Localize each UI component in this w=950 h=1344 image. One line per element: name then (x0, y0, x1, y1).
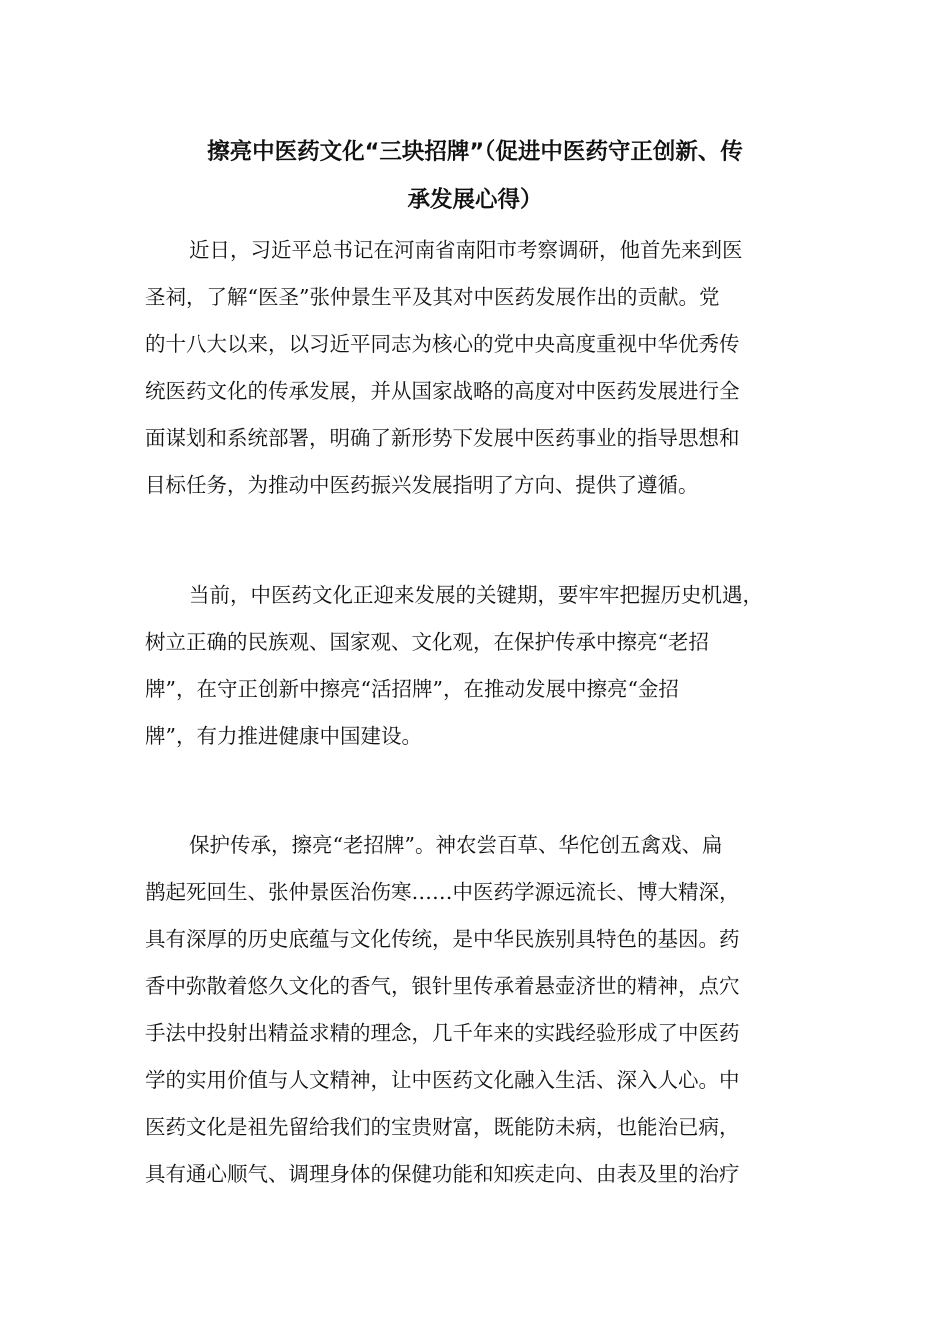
paragraph-line: 树立正确的民族观、国家观、文化观，在保护传承中擦亮“老招 (145, 630, 709, 654)
paragraph-line: 面谋划和系统部署，明确了新形势下发展中医药事业的指导思想和 (145, 426, 740, 450)
paragraph-line: 近日，习近平总书记在河南省南阳市考察调研，他首先来到医 (189, 238, 743, 262)
paragraph-line: 圣祠，了解“医圣”张仲景生平及其对中医药发展作出的贡献。党 (145, 285, 720, 309)
paragraph-line: 医药文化是祖先留给我们的宝贵财富，既能防未病，也能治已病， (145, 1115, 740, 1139)
paragraph-line: 手法中投射出精益求精的理念，几千年来的实践经验形成了中医药 (145, 1021, 740, 1045)
paragraph-line: 牌”，有力推进健康中国建设。 (145, 724, 422, 748)
paragraph-line: 的十八大以来，以习近平同志为核心的党中央高度重视中华优秀传 (145, 332, 740, 356)
body-paragraph (145, 822, 805, 1198)
paragraph-line: 目标任务，为推动中医药振兴发展指明了方向、提供了遵循。 (145, 473, 699, 497)
paragraph-line: 具有深厚的历史底蕴与文化传统，是中华民族别具特色的基因。药 (145, 927, 740, 951)
paragraph-line: 香中弥散着悠久文化的香气，银针里传承着悬壶济世的精神，点穴 (145, 974, 740, 998)
title-line: 承发展心得） (407, 187, 543, 213)
paragraph-line: 鹊起死回生、张仲景医治伤寒……中医药学源远流长、博大精深， (145, 880, 740, 904)
paragraph-line: 保护传承，擦亮“老招牌”。神农尝百草、华佗创五禽戏、扁 (189, 833, 723, 857)
title-line: 擦亮中医药文化“三块招牌”（促进中医药守正创新、传 (207, 139, 743, 165)
paragraph-line: 当前，中医药文化正迎来发展的关键期，要牢牢把握历史机遇， (189, 583, 763, 607)
body-paragraph (145, 572, 805, 760)
body-paragraph (145, 227, 805, 509)
document-title (145, 128, 805, 224)
paragraph-line: 统医药文化的传承发展，并从国家战略的高度对中医药发展进行全 (145, 379, 740, 403)
paragraph-line: 具有通心顺气、调理身体的保健功能和知疾走向、由表及里的治疗 (145, 1162, 740, 1186)
paragraph-line: 学的实用价值与人文精神，让中医药文化融入生活、深入人心。中 (145, 1068, 740, 1092)
paragraph-line: 牌”，在守正创新中擦亮“活招牌”，在推动发展中擦亮“金招 (145, 677, 679, 701)
